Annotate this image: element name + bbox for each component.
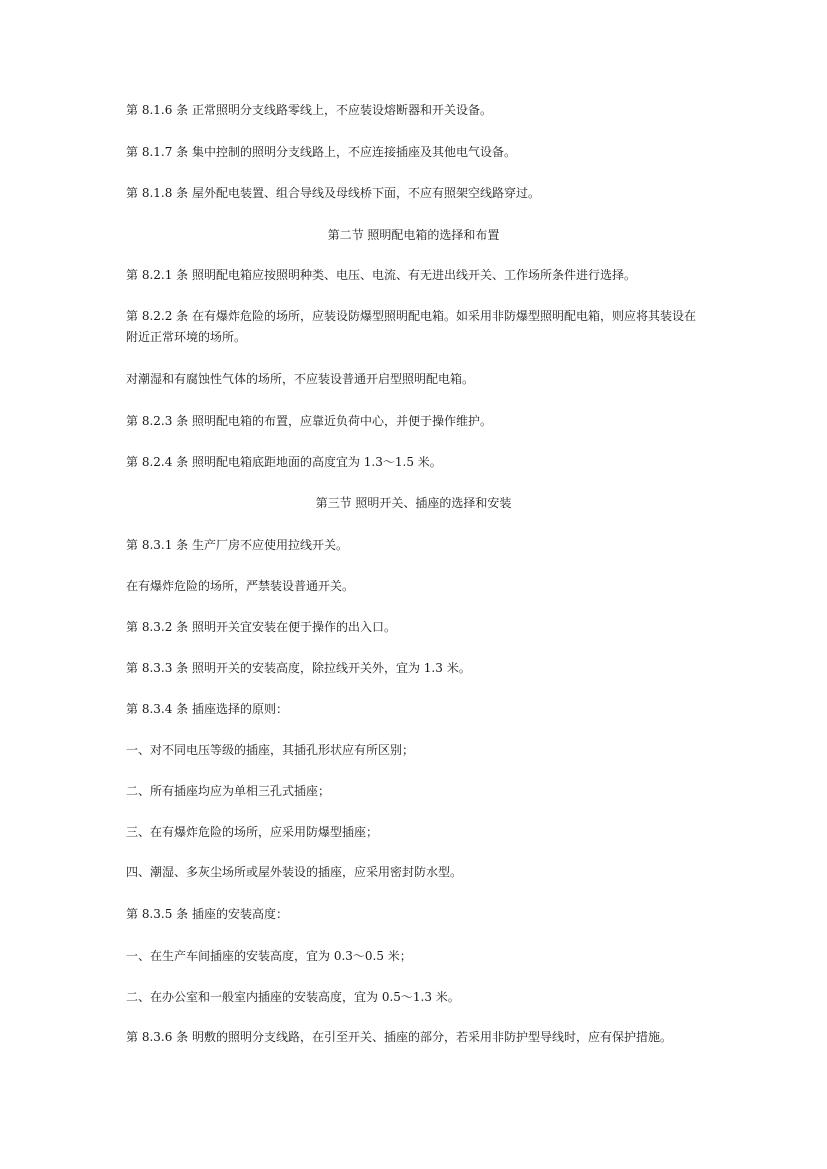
clause-8-1-8: 第 8.1.8 条 屋外配电装置、组合导线及母线桥下面，不应有照架空线路穿过。	[126, 186, 540, 200]
list-item-1: 一、对不同电压等级的插座，其插孔形状应有所区别；	[126, 743, 415, 757]
clause-8-3-6: 第 8.3.6 条 明敷的照明分支线路，在引至开关、插座的部分，若采用非防护型导线时，应有保护措施。	[126, 1030, 672, 1044]
section-heading-3: 第三节 照明开关、插座的选择和安装	[315, 496, 512, 510]
section-heading-2: 第二节 照明配电箱的选择和布置	[327, 228, 500, 242]
list-item-height-2: 二、在办公室和一般室内插座的安装高度，宜为 0.5～1.3 米。	[126, 990, 460, 1004]
clause-8-3-5: 第 8.3.5 条 插座的安装高度：	[126, 907, 288, 921]
clause-8-3-3: 第 8.3.3 条 照明开关的安装高度，除拉线开关外，宜为 1.3 米。	[126, 661, 471, 675]
list-item-3: 三、在有爆炸危险的场所，应采用防爆型插座；	[126, 825, 379, 839]
clause-8-2-1: 第 8.2.1 条 照明配电箱应按照明种类、电压、电流、有无进出线开关、工作场所条件进行选择。	[126, 268, 636, 282]
list-item-4: 四、潮湿、多灰尘场所或屋外装设的插座，应采用密封防水型。	[126, 865, 463, 879]
list-item-height-1: 一、在生产车间插座的安装高度，宜为 0.3～0.5 米；	[126, 949, 412, 963]
clause-8-3-4: 第 8.3.4 条 插座选择的原则：	[126, 702, 288, 716]
clause-8-2-3: 第 8.2.3 条 照明配电箱的布置，应靠近负荷中心，并便于操作维护。	[126, 414, 492, 428]
list-item-2: 二、所有插座均应为单相三孔式插座；	[126, 784, 331, 798]
clause-8-2-4: 第 8.2.4 条 照明配电箱底距地面的高度宜为 1.3～1.5 米。	[126, 455, 442, 469]
clause-8-3-1: 第 8.3.1 条 生产厂房不应使用拉线开关。	[126, 538, 348, 552]
clause-8-1-7: 第 8.1.7 条 集中控制的照明分支线路上，不应连接插座及其他电气设备。	[126, 145, 516, 159]
clause-8-2-2: 第 8.2.2 条 在有爆炸危险的场所，应装设防爆型照明配电箱。如采用非防爆型照明配电箱，则应将其装设在附近正常环境的场所。	[126, 309, 696, 344]
clause-8-1-6: 第 8.1.6 条 正常照明分支线路零线上，不应装设熔断器和开关设备。	[126, 103, 492, 117]
clause-8-3-2: 第 8.3.2 条 照明开关宜安装在便于操作的出入口。	[126, 620, 396, 634]
clause-8-3-1-continuation: 在有爆炸危险的场所，严禁装设普通开关。	[126, 579, 355, 593]
clause-8-2-2-continuation: 对潮湿和有腐蚀性气体的场所，不应装设普通开启型照明配电箱。	[126, 372, 475, 386]
